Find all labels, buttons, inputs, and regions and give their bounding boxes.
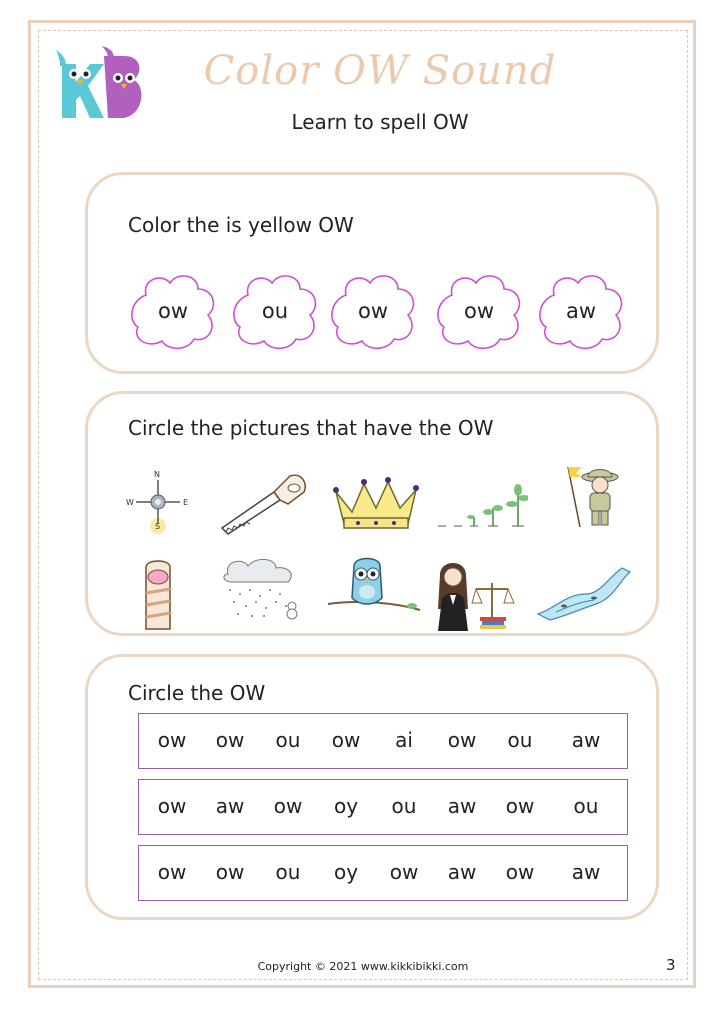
cloud-label: ou [261,299,289,323]
word-row [138,845,628,901]
svg-text:N: N [154,470,160,479]
cloud-item[interactable] [128,271,218,353]
word-item[interactable]: ow [447,728,477,752]
cloud-label: ow [463,299,495,323]
word-item[interactable]: aw [571,860,601,884]
owl-picture[interactable] [320,554,416,622]
sprouts-picture[interactable] [432,468,528,536]
snow-picture[interactable] [216,554,312,622]
page-subtitle: Learn to spell OW [291,110,469,134]
word-item[interactable]: ow [505,794,535,818]
cloud-label: ow [157,299,189,323]
word-item[interactable]: oy [333,794,359,818]
word-item[interactable]: ow [157,794,187,818]
word-row [138,713,628,769]
page-number: 3 [666,956,676,974]
cloud-item[interactable] [230,271,320,353]
word-item[interactable]: ou [573,794,599,818]
cloud-label: ow [357,299,389,323]
word-item[interactable]: ow [215,728,245,752]
word-item[interactable]: oy [333,860,359,884]
color-instruction: Color the is yellow OW [128,213,354,237]
color-section [85,172,659,374]
cloud-item[interactable] [328,271,418,353]
cloud-item[interactable] [434,271,524,353]
copyright-text: Copyright © 2021 www.kikkibikki.com [257,960,469,973]
word-item[interactable]: ow [331,728,361,752]
word-item[interactable]: ou [275,728,301,752]
word-item[interactable]: ou [507,728,533,752]
word-item[interactable]: ow [273,794,303,818]
lawyer-picture[interactable] [432,554,528,622]
circle-ow-section [85,654,659,920]
word-item[interactable]: ai [395,728,413,752]
svg-text:S: S [155,522,161,531]
river-picture[interactable] [534,554,630,622]
pictures-instruction: Circle the pictures that have the OW [128,416,494,440]
word-item[interactable]: aw [447,794,477,818]
word-item[interactable]: ow [157,728,187,752]
kikkibikki-logo [52,44,148,124]
word-item[interactable]: ou [391,794,417,818]
word-item[interactable]: ow [505,860,535,884]
word-item[interactable]: aw [571,728,601,752]
cloud-label: aw [565,299,597,323]
word-item[interactable]: ow [157,860,187,884]
word-item[interactable]: ou [275,860,301,884]
word-item[interactable]: ow [389,860,419,884]
compass-picture[interactable] [118,468,214,536]
word-item[interactable]: aw [215,794,245,818]
word-item[interactable]: aw [447,860,477,884]
cloud-row [128,271,628,355]
circle-ow-instruction: Circle the OW [128,681,266,705]
explorer-picture[interactable] [538,458,634,526]
paw-picture[interactable] [118,554,214,622]
word-row [138,779,628,835]
crown-picture[interactable] [328,468,424,536]
svg-text:W: W [126,498,134,507]
svg-text:E: E [183,498,189,507]
word-item[interactable]: ow [215,860,245,884]
pictures-section [85,391,659,636]
page-title: Color OW Sound [203,48,557,94]
cloud-item[interactable] [536,271,626,353]
saw-picture[interactable] [216,468,312,536]
